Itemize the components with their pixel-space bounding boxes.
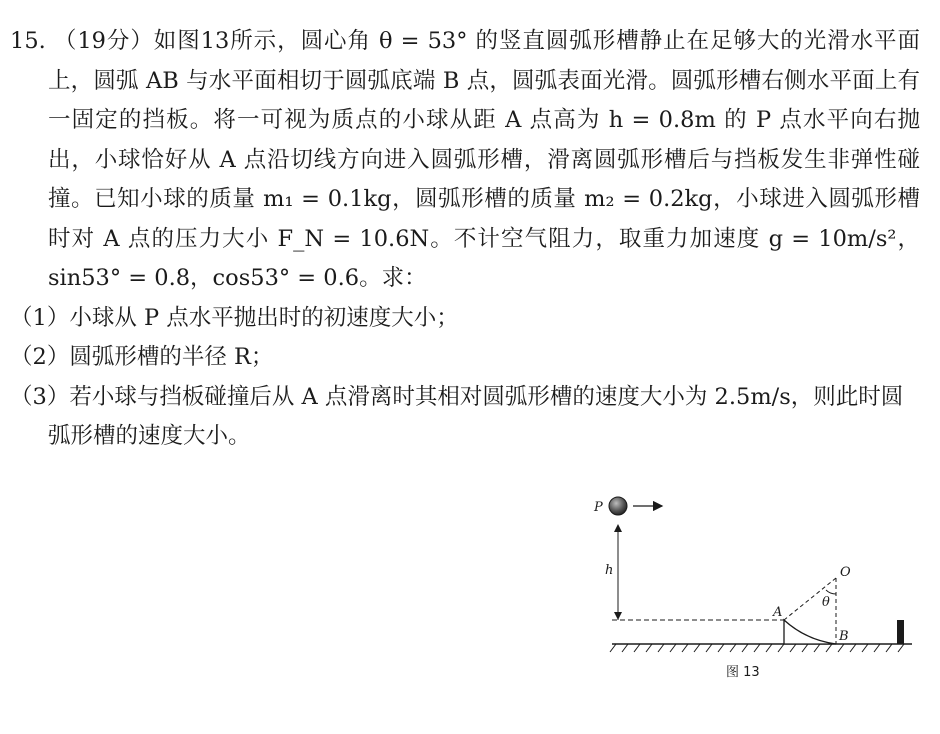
arc-trough — [784, 620, 836, 644]
height-arrow-bottom — [614, 612, 622, 620]
problem-stem: （19分）如图13所示，圆心角 θ = 53° 的竖直圆弧形槽静止在足够大的光滑水平面上，圆弧 AB 与水平面相切于圆弧底端 B 点，圆弧表面光滑。圆弧形槽右侧水平面上有一固定的挡板。将一可视为质点的小球从距 A 点高为 h = 0.8m 的 P 点水平向右抛出，小球恰好从 A 点沿切线方向进入圆弧形槽，滑离圆弧形槽后与挡板发生非弹性碰撞。已知小球的质量 m₁ = 0.1kg，圆弧形槽的质量 m₂ = 0.2kg，小球进入圆弧形槽时对 A 点的压力大小 F_N = 10.6N。不计空气阻力，取重力加速度 g = 10m/s²，sin53° = 0.8，cos53° = 0.6。求： — [48, 28, 920, 291]
sub-question-2-label: （2） — [10, 344, 70, 370]
sub-question-2-text: 圆弧形槽的半径 R； — [69, 344, 274, 370]
sub-question-3 — [10, 378, 920, 457]
physics-problem — [10, 22, 920, 457]
figure-caption: 图 13 — [726, 665, 760, 680]
label-theta: θ — [822, 595, 830, 610]
question-number: 15. — [10, 28, 46, 54]
ground-hatching — [610, 644, 904, 652]
figure-13-diagram — [586, 488, 916, 688]
label-p: P — [594, 500, 603, 515]
sub-question-1 — [10, 299, 920, 339]
sub-question-1-text: 小球从 P 点水平抛出时的初速度大小； — [69, 304, 459, 331]
sub-question-3-label: （3） — [10, 383, 70, 410]
label-a: A — [773, 605, 783, 620]
theta-arc — [826, 590, 836, 594]
figure-13 — [586, 488, 916, 688]
sub-question-2 — [10, 338, 920, 378]
problem-stem-paragraph — [10, 22, 920, 299]
fixed-baffle — [897, 620, 904, 644]
label-o: O — [840, 565, 851, 580]
sub-question-1-label: （1） — [10, 304, 70, 331]
label-h: h — [605, 563, 614, 578]
sub-question-3-text: 若小球与挡板碰撞后从 A 点滑离时其相对圆弧形槽的速度大小为 2.5m/s，则此时圆弧形槽的速度大小。 — [48, 383, 904, 449]
label-b: B — [839, 629, 849, 644]
ball-p — [609, 497, 627, 515]
height-arrow-top — [614, 524, 622, 532]
